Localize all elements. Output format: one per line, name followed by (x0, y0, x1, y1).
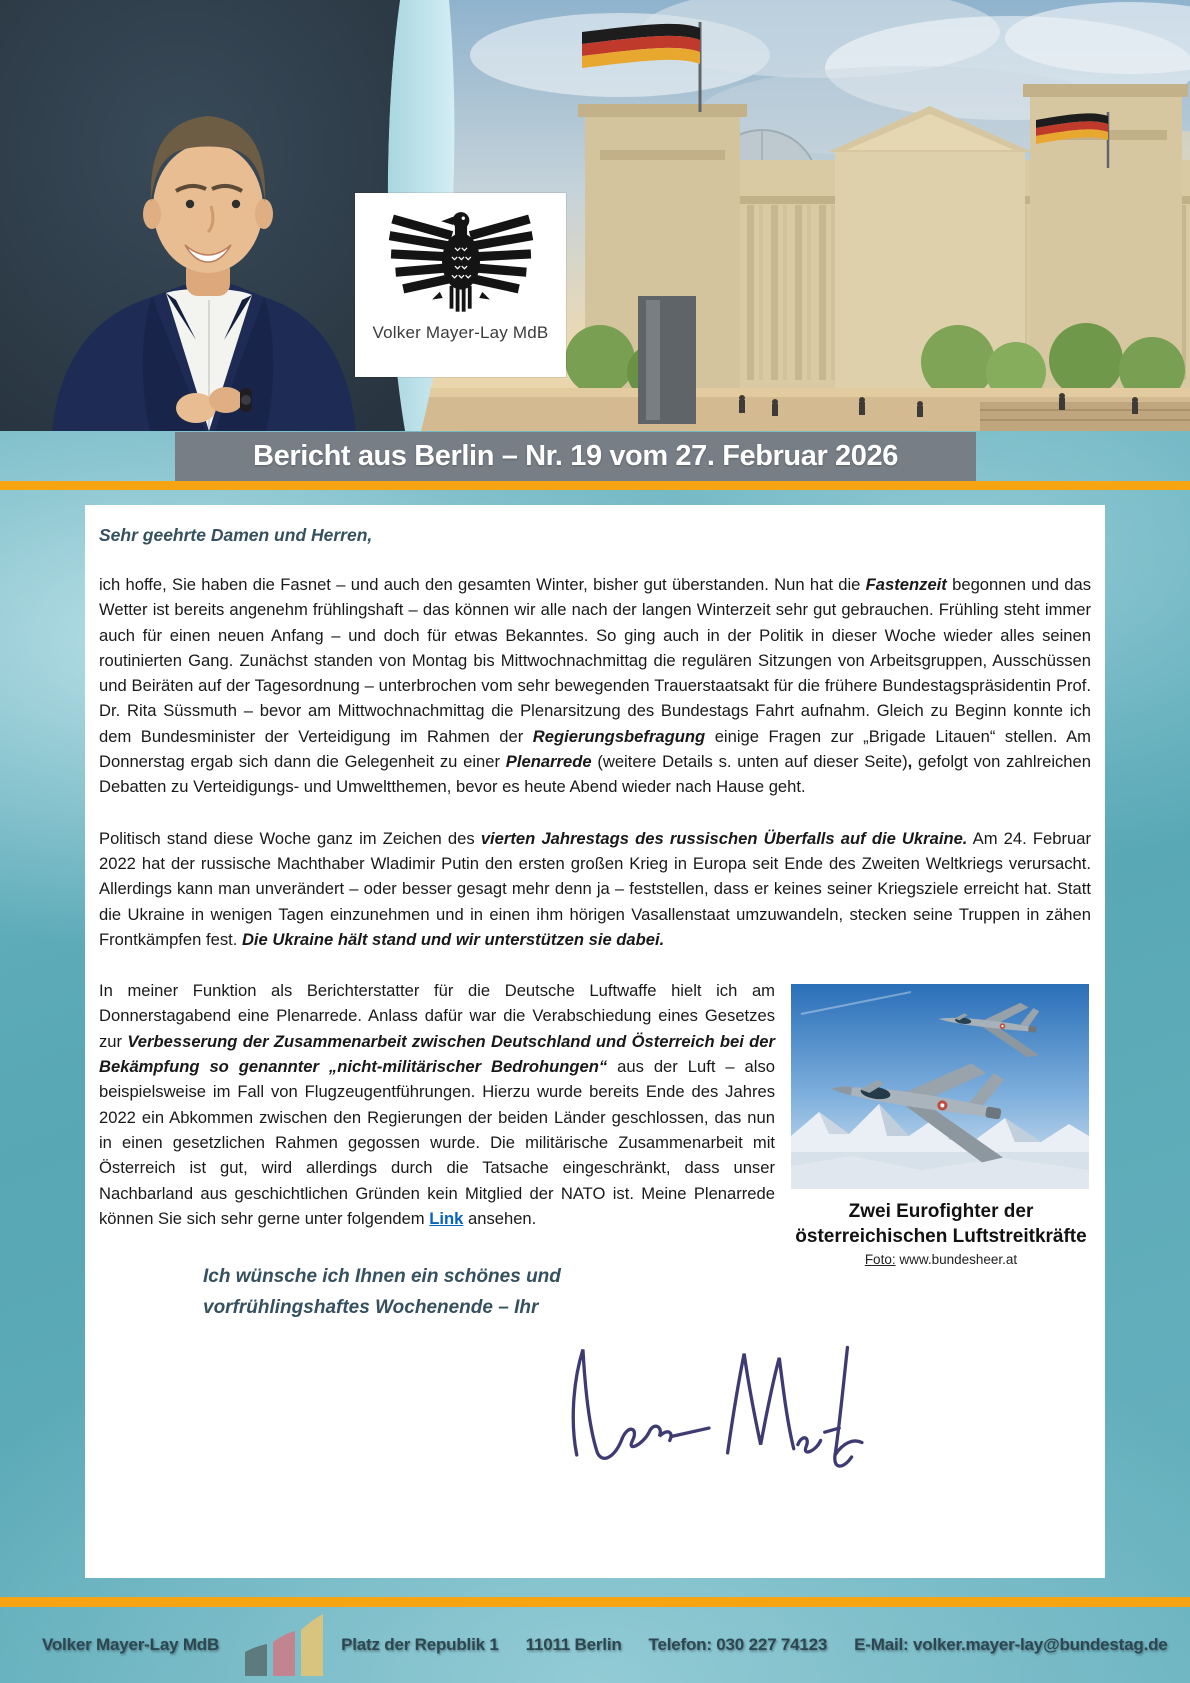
logo-label: Volker Mayer-Lay MdB (372, 323, 549, 342)
content-panel (85, 505, 1105, 1578)
figure-caption: Zwei Eurofighter der österreichischen Luftstreitkräfte (795, 1201, 1087, 1248)
plenarrede-link[interactable]: Link (429, 1208, 464, 1228)
figure-credit: Foto: www.bundesheer.at (864, 1252, 1018, 1268)
paragraph-3: In meiner Funktion als Berichterstatter für die Deutsche Luftwaffe hielt ich am Donnerstagabend eine Plenarrede. Anlass dafür war die Verabschiedung eines Gesetzes zur Verbesserung der Zusammenarbeit zwischen Deutschland und Österreich bei der Bekämpfung so genannter „nicht-militärischer Bedrohungen“ aus der Luft – also beispielsweise im Fall von Flugzeugentführungen. Hierzu wurde bereits Ende des Jahres 2022 ein Abkommen zwischen den Regierungen der beiden Länder geschlossen, das nun in einen gesetzlichen Rahmen gegossen wurde. Die militärische Zusammenarbeit mit Österreich ist gut, wird allerdings durch die Tatsache eingeschränkt, dass unser Nachbarland aus geschichtlichen Gründen kein Mitglied der NATO ist. Meine Plenarrede können Sie sich sehr gerne unter folgendem Link ansehen. (99, 981, 776, 1228)
accent-rule-bottom (0, 1597, 1190, 1607)
banner-title: Bericht aus Berlin – Nr. 19 vom 27. Februar 2026 (253, 440, 898, 472)
accent-rule-top (0, 481, 1190, 490)
footer-email: E-Mail: volker.mayer-lay@bundestag.de (854, 1635, 1168, 1654)
footer-logo (241, 1612, 329, 1680)
footer-name: Volker Mayer-Lay MdB (42, 1635, 220, 1654)
signature-area (99, 1323, 1091, 1491)
eurofighter-photo (791, 984, 1089, 1189)
bundestag-logo-box (355, 193, 566, 377)
greeting: Sehr geehrte Damen und Herren, (99, 525, 373, 545)
paragraph-1: ich hoffe, Sie haben die Fasnet – und auch den gesamten Winter, bisher gut überstanden. Nun hat die Fastenzeit begonnen und das Wetter ist bereits angenehm frühlingshaft – das können wir alle nach der langen Winterzeit sehr gut gebrauchen. Frühling steht immer auch für einen neuen Anfang – und doch für etwas Bekanntes. So ging auch in der Politik in dieser Woche wieder alles seinen routinierten Gang. Zunächst standen von Montag bis Mittwochnachmittag die regulären Sitzungen von Arbeitsgruppen, Ausschüssen und Beiräten auf der Tagesordnung – unterbrochen vom sehr bewegenden Trauerstaatsakt für die frühere Bundestagspräsidentin Prof. Dr. Rita Süssmuth – bevor am Mittwochnachmittag die Plenarsitzung des Bundestags Fahrt aufnahm. Gleich zu Beginn konnte ich dem Bundesminister der Verteidigung im Rahmen der Regierungsbefragung einige Fragen zur „Brigade Litauen“ stellen. Am Donnerstag ergab sich dann die Gelegenheit zu einer Plenarrede (weitere Details s. unten auf dieser Seite), gefolgt von zahlreichen Debatten zu Verteidigungs- und Umweltthemen, bevor es heute Abend wieder nach Hause geht. (99, 575, 1091, 797)
bundestag-eagle-icon (385, 201, 537, 319)
header (0, 0, 1190, 431)
closing-text: Ich wünsche ich Ihnen ein schönes und vorfrühlingshaftes Wochenende – Ihr (203, 1266, 561, 1319)
eurofighter-figure (791, 984, 1091, 1267)
portrait-photo (0, 0, 405, 431)
footer-city: 11011 Berlin (525, 1635, 622, 1654)
header-graphic (0, 0, 1190, 431)
footer (0, 1607, 1190, 1683)
footer-phone: Telefon: 030 227 74123 (648, 1635, 828, 1654)
footer-address: Platz der Republik 1 (341, 1635, 499, 1654)
paragraph-2: Politisch stand diese Woche ganz im Zeichen des vierten Jahrestags des russischen Überfalls auf die Ukraine. Am 24. Februar 2022 hat der russische Machthaber Wladimir Putin den ersten großen Krieg in Europa seit Ende des Zweiten Weltkriegs verursacht. Allerdings kann man unverändert – oder besser gesagt mehr denn ja – feststellen, dass er keines seiner Kriegsziele erreicht hat. Statt die Ukraine in wenigen Tagen einzunehmen und in einen ihm hörigen Vasallenstaat umzuwandeln, stecken seine Truppen in zähen Frontkämpfen fest. Die Ukraine hält stand und wir unterstützen sie dabei. (99, 828, 1091, 949)
banner (175, 432, 976, 481)
signature (554, 1333, 864, 1488)
